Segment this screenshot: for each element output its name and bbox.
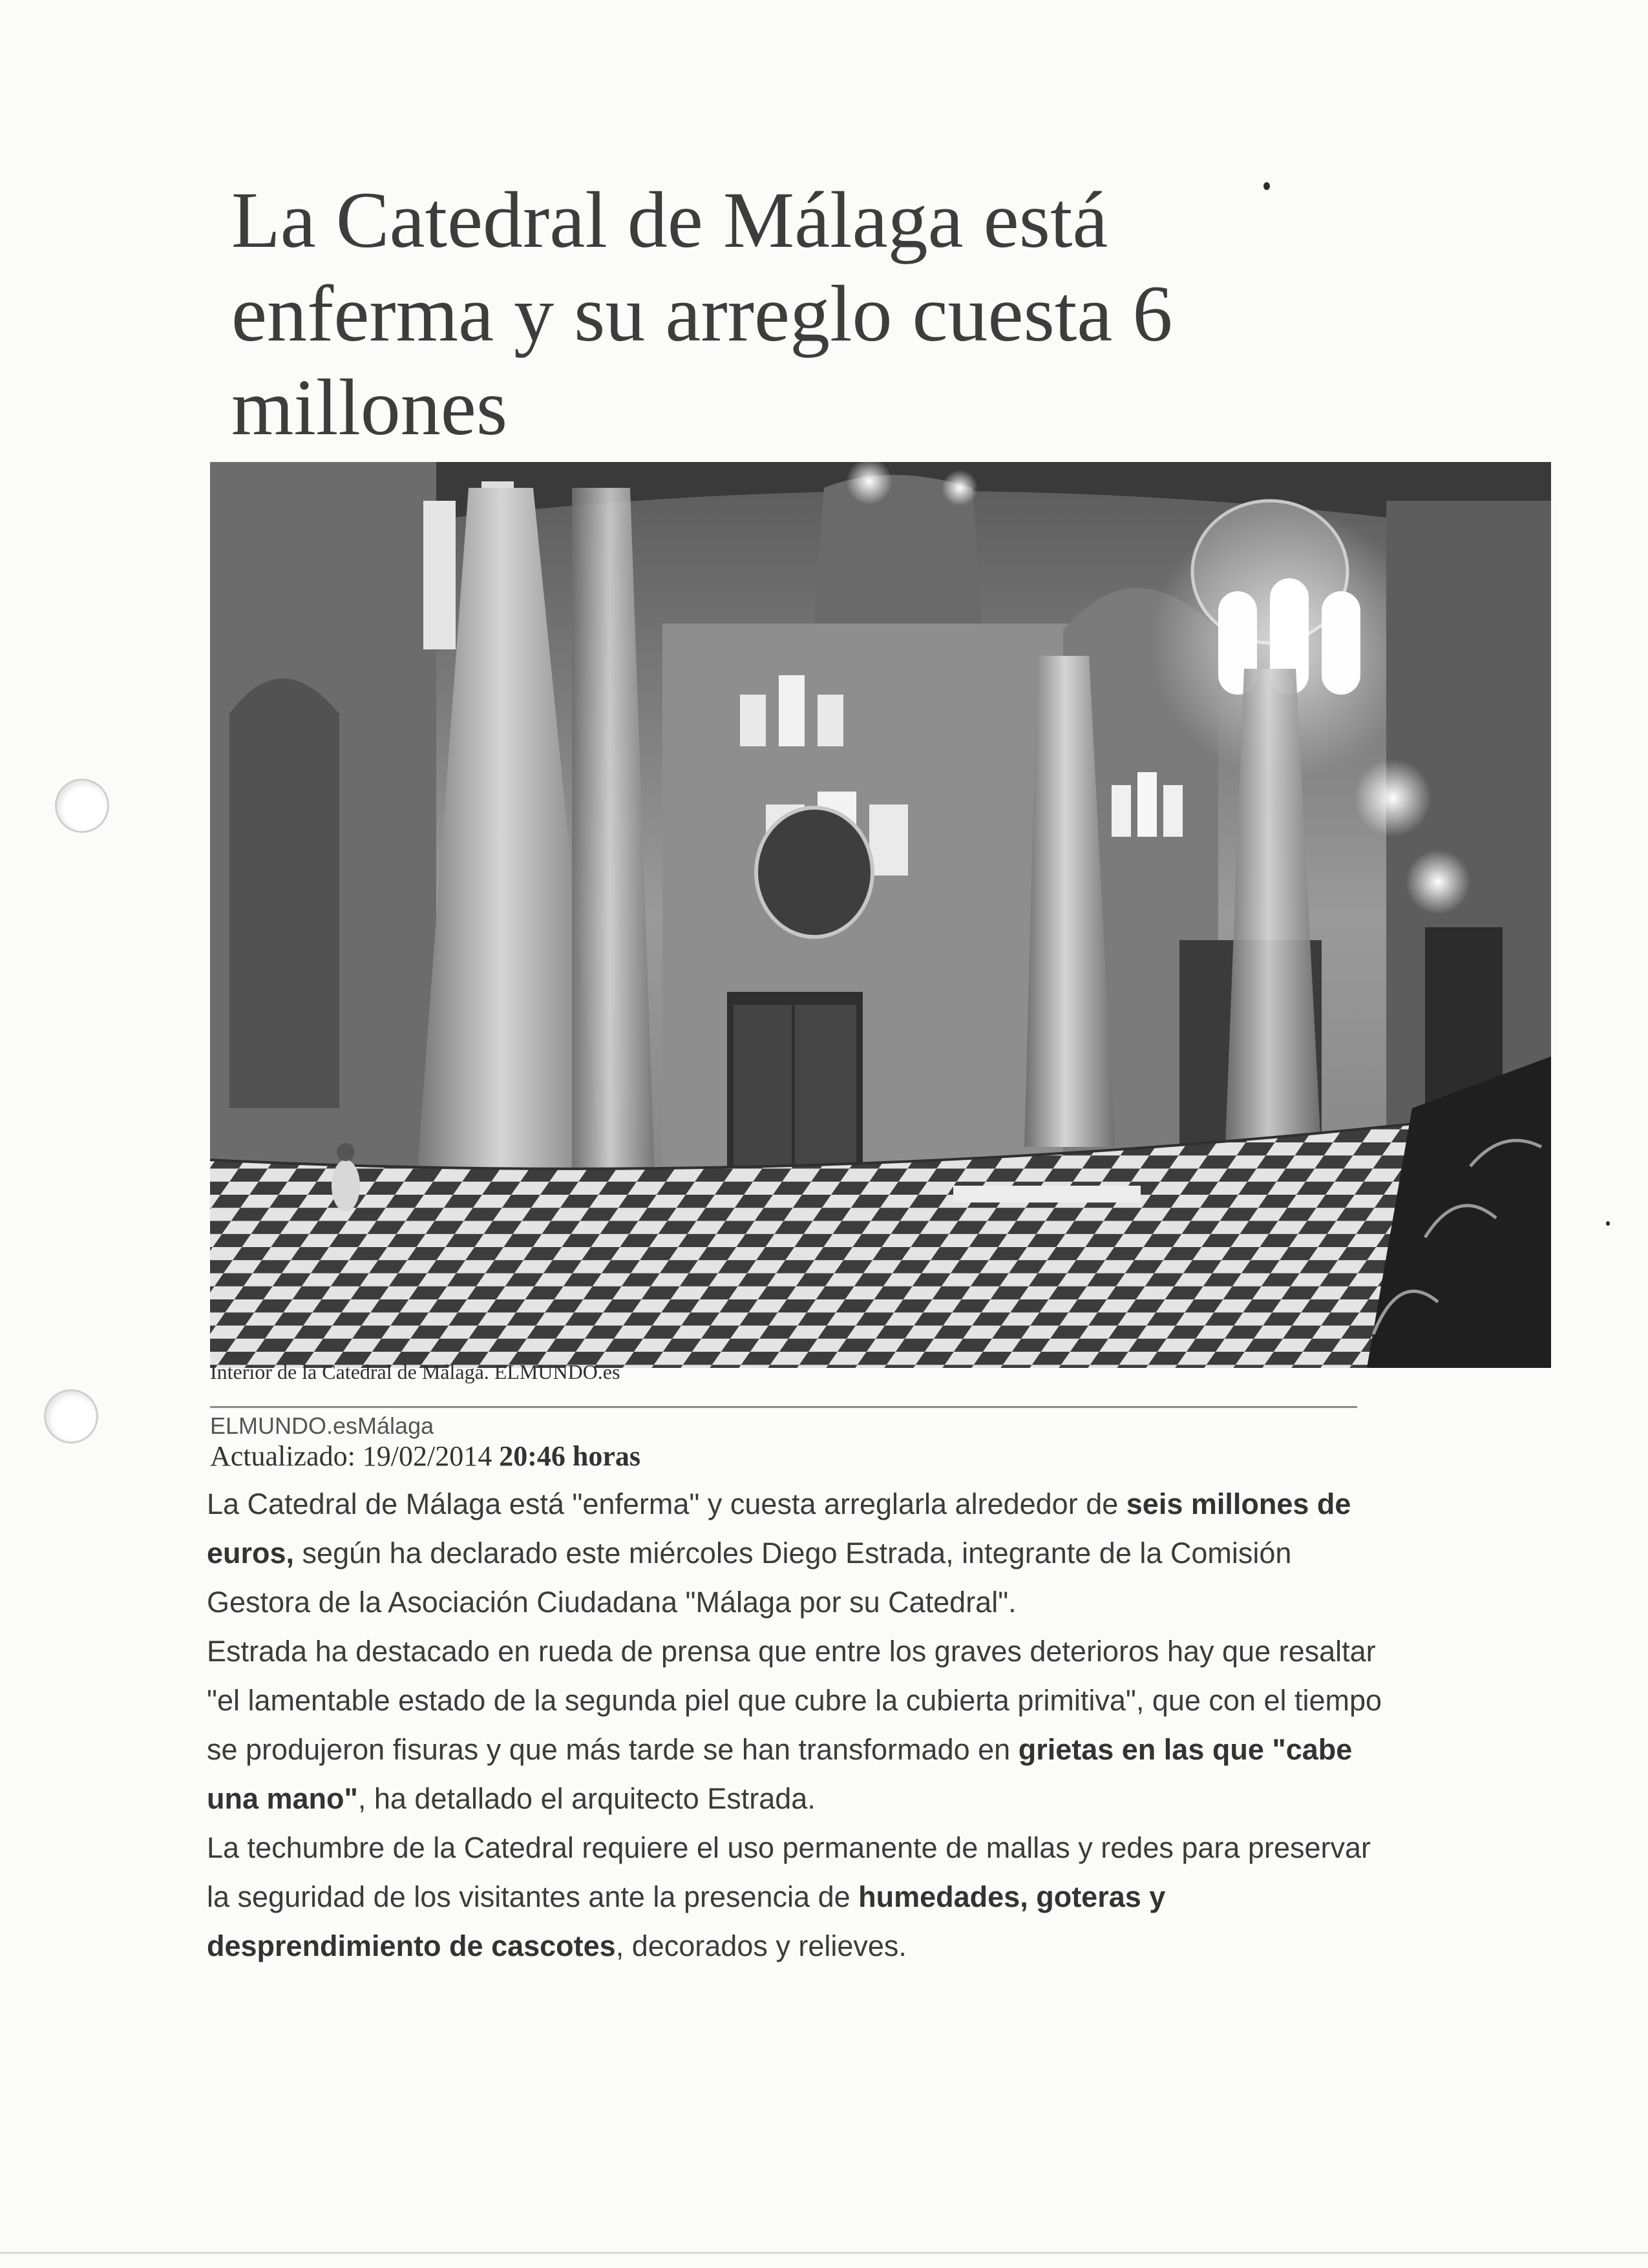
paragraph-text: , ha detallado el arquitecto Estrada. xyxy=(357,1782,816,1815)
updated-date: 19/02/2014 xyxy=(362,1440,492,1472)
paragraph-1 xyxy=(207,1480,1389,1627)
paragraph-text: , decorados y relieves. xyxy=(615,1929,907,1962)
scan-speck xyxy=(1606,1221,1610,1226)
highlight-text: humedades, goteras y desprendimiento de cascotes xyxy=(207,1880,1166,1962)
highlight-text: grietas en las que "cabe una mano" xyxy=(207,1733,1353,1815)
punch-hole-lower xyxy=(44,1389,98,1444)
article-body xyxy=(207,1480,1389,1971)
paragraph-text: La techumbre de la Catedral requiere el uso permanente de mallas y redes para preservar la seguridad de los visitantes ante la presencia de xyxy=(207,1831,1371,1913)
paragraph-3 xyxy=(207,1823,1389,1971)
page-fold-line xyxy=(0,2252,1648,2254)
paragraph-text: La Catedral de Málaga está "enferma" y cuesta arreglarla alrededor de xyxy=(207,1487,1126,1520)
photo-caption: Interior de la Catedral de Málaga. ELMUNDO.es xyxy=(210,1360,620,1383)
paragraph-text: Estrada ha destacado en rueda de prensa que entre los graves deterioros hay que resaltar "el lamentable estado de la segunda piel que cubre la cubierta primitiva", que con el tiempo se produjeron fisuras y que más tarde se han transformado en xyxy=(207,1635,1382,1766)
source-label: ELMUNDO.esMálaga xyxy=(210,1412,434,1439)
paragraph-2 xyxy=(207,1627,1389,1823)
updated-line xyxy=(210,1440,640,1473)
cathedral-interior-photo xyxy=(210,462,1551,1368)
paragraph-text: según ha declarado este miércoles Diego Estrada, integrante de la Comisión Gestora de la Asociación Ciudadana "Málaga por su Catedral". xyxy=(207,1537,1292,1619)
caption-divider xyxy=(210,1406,1357,1408)
updated-time: 20:46 horas xyxy=(499,1440,641,1472)
updated-label: Actualizado: xyxy=(210,1440,355,1472)
headline: La Catedral de Málaga está enferma y su arreglo cuesta 6 millones xyxy=(231,176,1173,452)
highlight-text: seis millones de euros, xyxy=(207,1487,1351,1570)
punch-hole-upper xyxy=(55,779,109,833)
